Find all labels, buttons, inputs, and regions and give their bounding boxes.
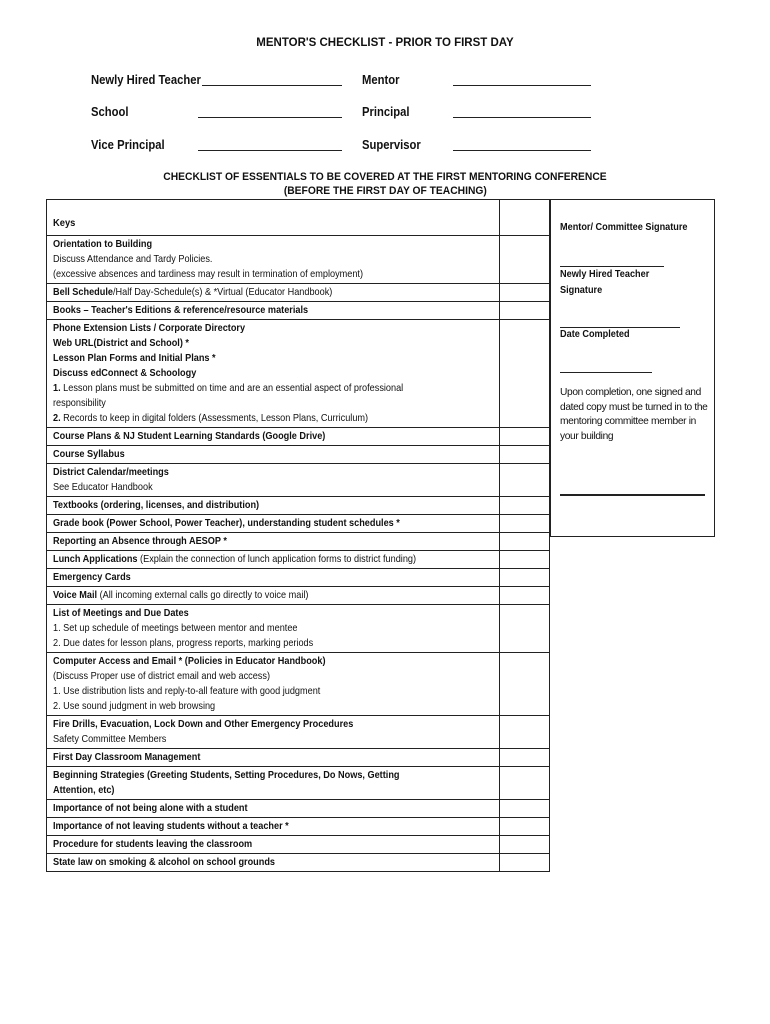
- checklist-item-text: [47, 587, 500, 604]
- checklist-item-line: Orientation to Building: [53, 239, 153, 250]
- checklist-row: [47, 446, 549, 464]
- checklist-row: [47, 767, 549, 800]
- principal-field[interactable]: [453, 117, 591, 118]
- checkbox-header: [499, 200, 549, 235]
- checklist-item-line: Procedure for students leaving the classroom: [53, 839, 253, 850]
- checklist-item-checkbox[interactable]: [499, 767, 549, 799]
- checklist-item-line: Grade book (Power School, Power Teacher), understanding student schedules *: [53, 518, 400, 529]
- checklist-item-text: [47, 446, 500, 463]
- checklist-item-checkbox[interactable]: [499, 587, 549, 604]
- checklist-item-checkbox[interactable]: [499, 515, 549, 532]
- checklist-item-checkbox[interactable]: [499, 854, 549, 871]
- checklist-item-line: (excessive absences and tardiness may result in termination of employment): [53, 269, 364, 280]
- checklist-row: [47, 716, 549, 749]
- checklist-item-checkbox[interactable]: [499, 653, 549, 715]
- checklist-item-checkbox[interactable]: [499, 533, 549, 550]
- checklist-item-text: [47, 767, 500, 799]
- checklist-item-line: Attention, etc): [53, 785, 115, 796]
- checklist-item-checkbox[interactable]: [499, 428, 549, 445]
- checklist-item-detail: (Explain the connection of lunch application forms to district funding): [137, 554, 417, 565]
- checklist-item-text: [47, 464, 500, 496]
- checklist-item-line: [53, 588, 493, 603]
- checklist-item-checkbox[interactable]: [499, 569, 549, 586]
- checklist-item-text: [47, 605, 500, 652]
- checklist-item-detail: Lesson plans must be submitted on time and are an essential aspect of professional: [60, 383, 404, 394]
- checklist-item-checkbox[interactable]: [499, 236, 549, 283]
- checklist-row: [47, 236, 549, 284]
- checklist-item-text: [47, 284, 500, 301]
- checklist-item-line: 2. Due dates for lesson plans, progress reports, marking periods: [53, 638, 314, 649]
- checklist-item-line: [53, 411, 493, 426]
- checklist-item-line: See Educator Handbook: [53, 482, 153, 493]
- checklist-row: [47, 800, 549, 818]
- checklist-item-line: Safety Committee Members: [53, 734, 167, 745]
- checklist-item-line: Phone Extension Lists / Corporate Directory: [53, 323, 246, 334]
- document-title: MENTOR'S CHECKLIST - PRIOR TO FIRST DAY: [256, 37, 514, 49]
- checklist-row: [47, 605, 549, 653]
- checklist-item-text: [47, 854, 500, 871]
- date-completed-line[interactable]: [560, 372, 652, 373]
- checklist-item-line: responsibility: [53, 398, 106, 409]
- checklist-item-text: [47, 551, 500, 568]
- checklist-row: [47, 569, 549, 587]
- vice-principal-label: Vice Principal: [91, 138, 165, 152]
- checklist-item-text: [47, 533, 500, 550]
- checklist-row: [47, 854, 549, 871]
- checklist-row: [47, 428, 549, 446]
- checklist-item-checkbox[interactable]: [499, 716, 549, 748]
- checklist-item-text: [47, 320, 500, 427]
- newly-hired-teacher-label: Newly Hired Teacher: [91, 73, 201, 87]
- checklist-item-line: District Calendar/meetings: [53, 467, 169, 478]
- checklist-item-line: Importance of not being alone with a student: [53, 803, 248, 814]
- checklist-item-detail: (All incoming external calls go directly to voice mail): [97, 590, 309, 601]
- checklist-item-checkbox[interactable]: [499, 302, 549, 319]
- table-header-row: [47, 200, 549, 236]
- checklist-item-line: Course Plans & NJ Student Learning Standards (Google Drive): [53, 431, 326, 442]
- checklist-item-line: Importance of not leaving students without a teacher *: [53, 821, 289, 832]
- checklist-row: [47, 818, 549, 836]
- checklist-item-bold-label: Bell Schedule: [53, 287, 113, 298]
- checklist-item-text: [47, 236, 500, 283]
- checklist-row: [47, 551, 549, 569]
- final-signature-line[interactable]: [560, 494, 705, 496]
- checklist-item-checkbox[interactable]: [499, 749, 549, 766]
- checklist-item-line: 1. Use distribution lists and reply-to-all feature with good judgment: [53, 686, 321, 697]
- checklist-item-line: Emergency Cards: [53, 572, 131, 583]
- checklist-item-text: [47, 800, 500, 817]
- checklist-item-text: [47, 836, 500, 853]
- checklist-row: [47, 533, 549, 551]
- checklist-item-line: Books – Teacher's Editions & reference/resource materials: [53, 305, 309, 316]
- checklist-item-checkbox[interactable]: [499, 284, 549, 301]
- checklist-item-checkbox[interactable]: [499, 836, 549, 853]
- checklist-row: [47, 653, 549, 716]
- checklist-item-line: Reporting an Absence through AESOP *: [53, 536, 227, 547]
- checklist-item-text: [47, 749, 500, 766]
- signature-box: [550, 199, 715, 537]
- checklist-table: [46, 199, 550, 872]
- completion-note: Upon completion, one signed and dated copy must be turned in to the mentoring committee member in your building: [560, 387, 708, 442]
- checklist-item-text: [47, 497, 500, 514]
- school-field[interactable]: [198, 117, 342, 118]
- vice-principal-field[interactable]: [198, 150, 342, 151]
- checklist-row: [47, 302, 549, 320]
- checklist-item-line: [53, 381, 493, 396]
- checklist-item-line: 1. Set up schedule of meetings between mentor and mentee: [53, 623, 298, 634]
- checklist-row: [47, 284, 549, 302]
- checklist-item-text: [47, 569, 500, 586]
- checklist-row: [47, 749, 549, 767]
- checklist-item-checkbox[interactable]: [499, 497, 549, 514]
- checklist-row: [47, 464, 549, 497]
- checklist-item-checkbox[interactable]: [499, 320, 549, 427]
- mentor-committee-signature-label: Mentor/ Committee Signature: [560, 222, 688, 233]
- checklist-item-line: Textbooks (ordering, licenses, and distribution): [53, 500, 260, 511]
- checklist-item-bold-label: 1.: [53, 383, 61, 394]
- checklist-row: [47, 515, 549, 533]
- checklist-item-line: Discuss Attendance and Tardy Policies.: [53, 254, 213, 265]
- checklist-item-line: [53, 285, 493, 300]
- mentor-label: Mentor: [362, 73, 400, 87]
- checklist-item-checkbox[interactable]: [499, 818, 549, 835]
- mentor-field[interactable]: [453, 85, 591, 86]
- checklist-item-checkbox[interactable]: [499, 551, 549, 568]
- checklist-item-line: [53, 552, 493, 567]
- checklist-item-text: [47, 302, 500, 319]
- checklist-item-bold-label: Lunch Applications: [53, 554, 138, 565]
- checklist-item-line: List of Meetings and Due Dates: [53, 608, 189, 619]
- newly-hired-signature-label: Newly Hired Teacher Signature: [560, 269, 650, 296]
- school-label: School: [91, 105, 129, 119]
- checklist-item-detail: /Half Day-Schedule(s) & *Virtual (Educator Handbook): [112, 287, 333, 298]
- checklist-item-bold-label: 2.: [53, 413, 61, 424]
- checklist-item-checkbox[interactable]: [499, 446, 549, 463]
- checklist-item-line: Course Syllabus: [53, 449, 125, 460]
- checklist-item-text: [47, 818, 500, 835]
- keys-header: Keys: [47, 200, 500, 235]
- checklist-item-line: Fire Drills, Evacuation, Lock Down and Other Emergency Procedures: [53, 719, 354, 730]
- checklist-row: [47, 320, 549, 428]
- supervisor-label: Supervisor: [362, 138, 421, 152]
- checklist-item-checkbox[interactable]: [499, 605, 549, 652]
- checklist-item-checkbox[interactable]: [499, 800, 549, 817]
- checklist-item-text: [47, 716, 500, 748]
- checklist-item-line: Beginning Strategies (Greeting Students, Setting Procedures, Do Nows, Getting: [53, 770, 400, 781]
- newly-hired-teacher-field[interactable]: [202, 85, 342, 86]
- checklist-item-detail: Records to keep in digital folders (Assessments, Lesson Plans, Curriculum): [60, 413, 369, 424]
- checklist-item-bold-label: Voice Mail: [53, 590, 98, 601]
- checklist-item-line: State law on smoking & alcohol on school grounds: [53, 857, 276, 868]
- checklist-item-line: Lesson Plan Forms and Initial Plans *: [53, 353, 216, 364]
- checklist-row: [47, 587, 549, 605]
- checklist-item-line: Discuss edConnect & Schoology: [53, 368, 197, 379]
- supervisor-field[interactable]: [453, 150, 591, 151]
- principal-label: Principal: [362, 105, 410, 119]
- checklist-item-checkbox[interactable]: [499, 464, 549, 496]
- checklist-item-text: [47, 653, 500, 715]
- checklist-item-line: (Discuss Proper use of district email and web access): [53, 671, 271, 682]
- checklist-item-line: Computer Access and Email * (Policies in Educator Handbook): [53, 656, 326, 667]
- checklist-row: [47, 497, 549, 515]
- checklist-item-text: [47, 428, 500, 445]
- checklist-item-line: 2. Use sound judgment in web browsing: [53, 701, 216, 712]
- checklist-subtitle: CHECKLIST OF ESSENTIALS TO BE COVERED AT THE FIRST MENTORING CONFERENCE (BEFORE THE FIRST DAY OF TEACHING): [163, 171, 607, 197]
- checklist-item-line: First Day Classroom Management: [53, 752, 201, 763]
- checklist-row: [47, 836, 549, 854]
- checklist-item-line: Web URL(District and School) *: [53, 338, 189, 349]
- date-completed-label: Date Completed: [560, 329, 630, 340]
- checklist-item-text: [47, 515, 500, 532]
